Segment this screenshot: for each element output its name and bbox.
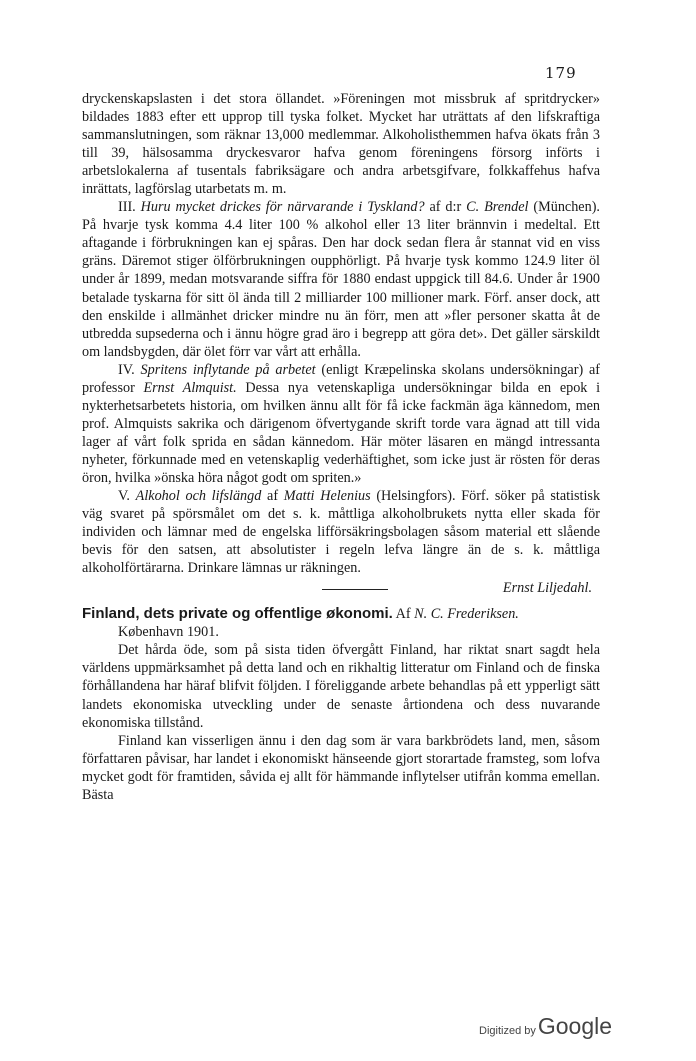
item-number: IV. [118,361,135,378]
signature-divider [322,589,388,590]
review-af: Af [395,606,411,623]
paragraph-item-iii [82,198,600,360]
paragraph-continuation: dryckenskapslasten i det stora öllandet. »Föreningen mot missbruk af spritdrycker» bildades 1883 efter ett upprop till tyska folket. Mycket har uträttats af den lifskraftiga sammanslutningen, som räknar 13,000 medlemmar. Alkoholisthemmen hafva ökats från 3 till 39, hälsosamma dryckesvaror hafva genom föreningens försorg införts i arbetslokalerna af tusentals fabriksägare och andra arbetsgifvare, folkkaffehus hafva inrättats, lagförslag utarbetats m. m. [82,91,600,198]
signature: Ernst Liljedahl. [502,580,592,597]
item-mid: (enligt Kræpelinska skolans undersökningar) af professor [82,361,601,396]
item-author: Matti Helenius [283,488,371,505]
item-author: C. Brendel [466,199,529,216]
item-af: af d:r [429,199,462,216]
item-number: III. [118,199,136,216]
review-paragraph-1: Det hårda öde, som på sista tiden öfvergått Finland, har riktat snart sagdt hela världens uppmärksamhet på detta land och en rikhaltig litteratur om Finland och de finska förhållandena har häraf blifvit följden. I föreliggande arbete behandlas på ett ypperligt sätt landets ekonomiska utveckling under de senaste årtiondena och dess nuvarande ekonomiska tillstånd. [82,642,600,731]
page-number: 179 [545,64,577,82]
item-number: V. [118,488,130,505]
item-af: af [267,488,279,505]
review-paragraph-2: Finland kan visserligen ännu i den dag som är vara barkbrödets land, men, såsom författaren påvisar, har landet i ekonomiskt hänseende gjort storartade framsteg, som lofva mycket godt för framtiden, såvida ej allt för hämmande inflytelser utifrån komma emellan. Bästa [82,732,600,803]
item-text: (Helsingfors). Förf. söker på statistisk väg svaret på spörsmålet om det s. k. måttliga alkoholbrukets nytta eller skada för individen och lämnar med de engelska lifförsäkringsbolagen såsom material ett slående bevis för den satsen, att absolutister i regeln lefva längre än de s. k. måttliga alkoholförtärarna. Drinkare lämnas ur räkningen. [82,488,601,577]
review-author: N. C. Frederiksen. [414,606,519,623]
item-title: Alkohol och lifslängd [135,488,262,505]
digitized-by-google-watermark [479,1013,612,1040]
paragraph-item-v [82,487,600,577]
review-publication: København 1901. [118,624,219,641]
paragraph-item-iv [82,361,600,487]
review-title: Finland, dets private og offentlige økonomi. [82,605,393,623]
review-heading [82,605,600,623]
item-text: Dessa nya vetenskapliga undersökningar bilda en epok i nykterhetsarbetets historia, om hvilken ännu allt för få icke fackmän äga kännedom, men prof. Almquists sakrika och därigenom öfvertygande skrift torde vara ägnad att till vida lager af vårt folk sprida en sådan kännedom. Här möter läsaren en mängd intressanta nyheter, förkunnade med en vetenskaplig vederhäftighet, som icke just är rösten för deras öron, hvilka »önska höra något godt om spriten.» [82,379,601,486]
item-title: Spritens inflytande på arbetet [140,361,316,378]
item-text: (München). På hvarje tysk komma 4.4 liter 100 % alkohol eller 13 liter brännvin i medeltal. Ett aftagande i förbrukningen kan ej spåras. Den har dock sedan flera år stannat vid en viss gräns. Däremot stiger ölförbrukningen oupphörligt. På hvarje tysk kommo 124.9 liter öl under år 1899, medan motsvarande siffra för 1880 endast uppgick till 84.6. Under år 1900 betalade tyskarna för sitt öl ända till 2 milliarder 100 millioner mark. Förf. anser dock, att den enskilde i allmänhet dricker mindre nu än förr, men att »fler personer skatta åt de utbredda supsederna och i ännu högre grad äro i begrepp att göra det». Det gäller särskildt om landsbygden, där ölet förr var vårt att erhålla. [82,199,600,360]
signature-row [82,579,600,605]
google-logo: Google [537,1013,613,1039]
item-title: Huru mycket drickes för närvarande i Tyskland? [140,199,425,216]
page-body [82,90,600,804]
item-author: Ernst Almquist. [143,379,237,396]
watermark-prefix: Digitized by [479,1025,536,1037]
